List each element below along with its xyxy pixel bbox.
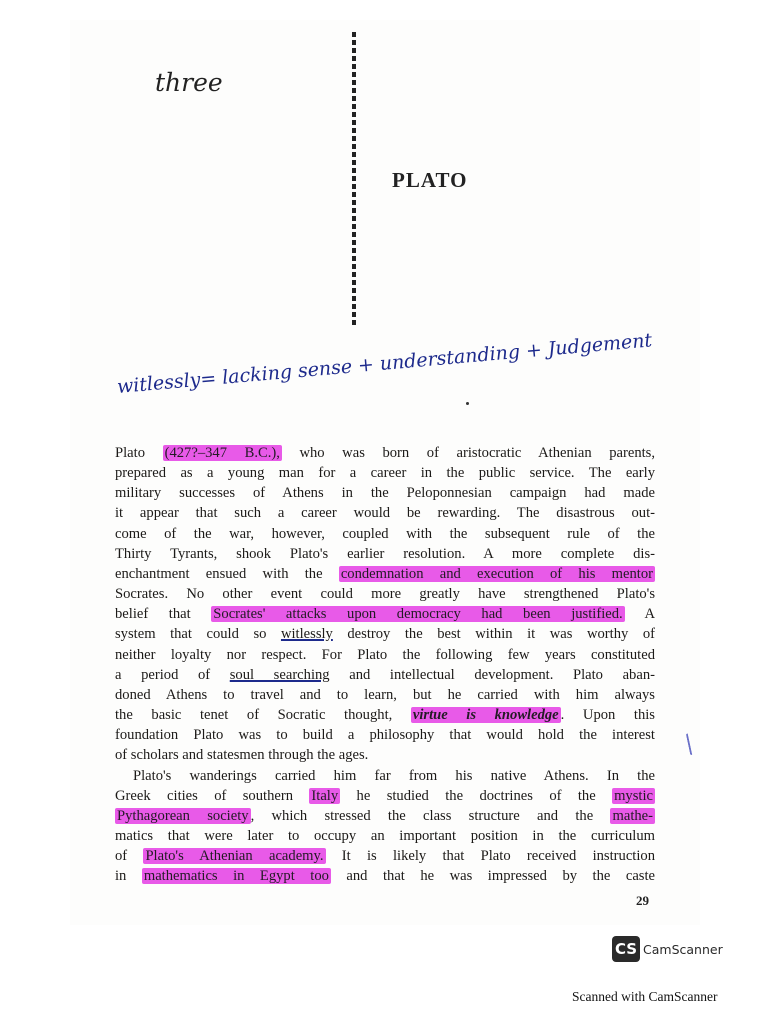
highlighted-phrase: (427?–347 B.C.), xyxy=(164,445,280,461)
text-line xyxy=(115,503,655,523)
text-segment: it appear that such a career would be rewarding. The disastrous out- xyxy=(115,505,655,522)
text-segment: belief that xyxy=(115,606,212,623)
text-line xyxy=(115,705,655,725)
underlined-phrase: witlessly xyxy=(280,626,333,643)
text-segment: and intellectual development. Plato aban- xyxy=(329,666,655,683)
text-segment: of scholars and statesmen through the ages. xyxy=(115,747,369,764)
highlighted-phrase: mathematics in Egypt too xyxy=(143,868,329,885)
text-line xyxy=(115,725,655,745)
text-segment: prepared as a young man for a career in the public service. The early xyxy=(115,465,655,482)
camscanner-app-name: CamScanner xyxy=(643,941,723,957)
text-line xyxy=(115,766,655,786)
camscanner-logo-icon: CS xyxy=(612,936,640,962)
text-line xyxy=(115,866,655,886)
highlighted-phrase: condemnation and execution of his mentor xyxy=(340,565,653,582)
text-segment: . Upon this xyxy=(560,707,655,724)
text-segment: come of the war, however, coupled with the subsequent rule of the xyxy=(115,525,655,542)
text-line xyxy=(115,806,655,826)
text-segment: who was born of aristocratic Athenian parents, xyxy=(281,445,656,461)
text-segment: enchantment ensued with the xyxy=(115,565,339,582)
highlighted-phrase: Italy xyxy=(311,787,339,804)
text-segment: destroy the best within it was worthy of xyxy=(332,626,655,643)
text-segment: he studied the doctrines of the xyxy=(340,787,613,804)
text-line xyxy=(115,584,655,604)
text-segment: Greek cities of southern xyxy=(115,787,310,804)
text-segment: , which stressed the class structure and the xyxy=(250,807,611,824)
camscanner-badge xyxy=(612,936,723,962)
highlighted-phrase: Plato's Athenian academy. xyxy=(145,848,324,865)
text-line xyxy=(115,524,655,544)
scan-footer: Scanned with CamScanner xyxy=(572,989,718,1004)
text-segment: neither loyalty nor respect. For Plato the following few years constituted xyxy=(115,646,655,663)
page-number: 29 xyxy=(636,893,649,908)
text-line xyxy=(115,624,655,644)
handwritten-annotation: witlessly= lacking sense + understanding + Judgement xyxy=(116,329,653,398)
text-segment: military successes of Athens in the Peloponnesian campaign had made xyxy=(115,485,655,502)
text-line xyxy=(115,604,655,624)
text-segment: Plato's wanderings carried him far from his native Athens. In the xyxy=(133,767,655,784)
highlighted-phrase: Socrates' attacks upon democracy had been justified. xyxy=(213,606,623,623)
text-line xyxy=(115,786,655,806)
text-segment: of xyxy=(115,848,144,865)
text-line xyxy=(115,443,655,463)
text-segment: the basic tenet of Socratic thought, xyxy=(115,707,411,724)
highlighted-phrase: virtue is knowledge xyxy=(412,707,559,724)
text-segment: Socrates. No other event could more greatly have strengthened Plato's xyxy=(115,586,655,603)
text-line xyxy=(115,685,655,705)
text-line xyxy=(115,544,655,564)
underlined-phrase: soul searching xyxy=(229,666,330,683)
highlighted-phrase: Pythagorean society xyxy=(117,807,249,824)
text-line xyxy=(115,645,655,665)
text-segment: a period of xyxy=(115,666,230,683)
text-line xyxy=(115,665,655,685)
text-segment: doned Athens to travel and to learn, but he carried with him always xyxy=(115,686,655,703)
text-segment: and that he was impressed by the caste xyxy=(330,868,656,885)
ink-dot xyxy=(466,402,469,405)
text-segment: matics that were later to occupy an important position in the curriculum xyxy=(115,827,655,844)
text-line xyxy=(115,483,655,503)
highlighted-phrase: mystic xyxy=(614,787,653,804)
text-line xyxy=(115,564,655,584)
text-segment: It is likely that Plato received instruction xyxy=(325,848,655,865)
text-segment: Thirty Tyrants, shook Plato's earlier resolution. A more complete dis- xyxy=(115,545,655,562)
text-line xyxy=(115,463,655,483)
text-segment: Plato xyxy=(115,445,163,461)
text-segment: foundation Plato was to build a philosophy that would hold the interest xyxy=(115,727,655,744)
text-line xyxy=(115,745,655,765)
vertical-divider xyxy=(352,32,356,328)
body-text xyxy=(115,443,655,886)
text-segment: system that could so xyxy=(115,626,281,643)
text-segment: A xyxy=(624,606,655,623)
text-line xyxy=(115,826,655,846)
highlighted-phrase: mathe- xyxy=(612,807,654,824)
chapter-title: PLATO xyxy=(392,168,468,192)
chapter-number: three xyxy=(155,68,223,97)
text-segment: in xyxy=(115,868,142,885)
text-line xyxy=(115,846,655,866)
